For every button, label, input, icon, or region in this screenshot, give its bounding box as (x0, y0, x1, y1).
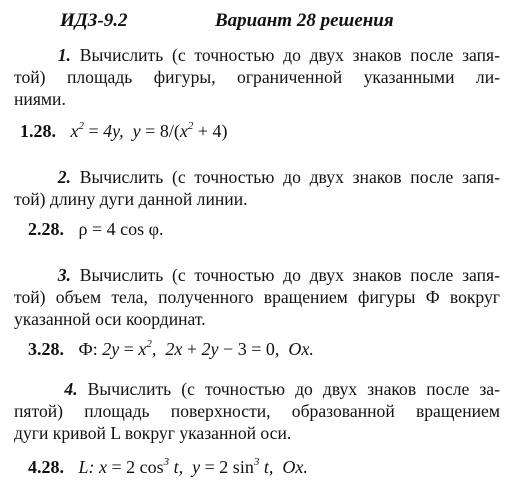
problem-4-number: 4.28. (28, 457, 64, 477)
task-2-line-2: той) длину дуги данной линии. (14, 189, 248, 209)
assignment-code: ИДЗ-9.2 (60, 10, 128, 31)
page-header (0, 10, 521, 36)
task-4-line-2: пятой) площадь поверхности, образованной вращением (14, 401, 500, 421)
problem-4-formula: L: x = 2 $\cos^3 t$, y = 2 $\sin^3 t$, Ox. (78, 456, 308, 477)
task-3-line-1: Вычислить (с точностью до двух знаков после запя- (79, 265, 500, 285)
task-1-number: 1. (57, 45, 71, 65)
task-3-line-3: указанной оси координат. (14, 309, 206, 329)
task-1-text (14, 44, 500, 110)
problem-4-28 (28, 456, 308, 478)
task-4-text (14, 378, 500, 444)
problem-2-formula: ρ = 4 cos φ. (78, 219, 164, 239)
task-2-number: 2. (57, 167, 71, 187)
task-4-line-3: дуги кривой L вокруг указанной оси. (14, 423, 292, 443)
problem-1-number: 1.28. (20, 121, 56, 141)
problem-1-formula: $x^2 = 4y$, $y = 8/(x^2 + 4)$ (70, 120, 228, 141)
variant-title: Вариант 28 решения (215, 10, 394, 31)
task-1-line-2: той) площадь фигуры, ограниченной указанными ли- (14, 67, 500, 87)
problem-2-28 (28, 218, 164, 240)
task-3-text (14, 264, 500, 330)
problem-3-number: 3.28. (28, 339, 64, 359)
task-2-line-1: Вычислить (с точностью до двух знаков после запя- (79, 167, 500, 187)
task-4-number: 4. (64, 379, 78, 399)
task-2-text (14, 166, 500, 210)
problem-2-number: 2.28. (28, 219, 64, 239)
task-3-number: 3. (57, 265, 71, 285)
problem-3-formula: Ф: $2y = x^2$, 2x + 2y − 3 = 0, Ox. (78, 338, 314, 359)
task-1-line-3: ниями. (14, 89, 66, 109)
problem-3-28 (28, 338, 314, 360)
task-4-line-1: Вычислить (с точностью до двух знаков после за- (87, 379, 500, 399)
task-1-line-1: Вычислить (с точностью до двух знаков после запя- (79, 45, 500, 65)
problem-1-28 (20, 120, 227, 142)
task-3-line-2: той) объем тела, полученного вращением фигуры Ф вокруг (14, 287, 500, 307)
